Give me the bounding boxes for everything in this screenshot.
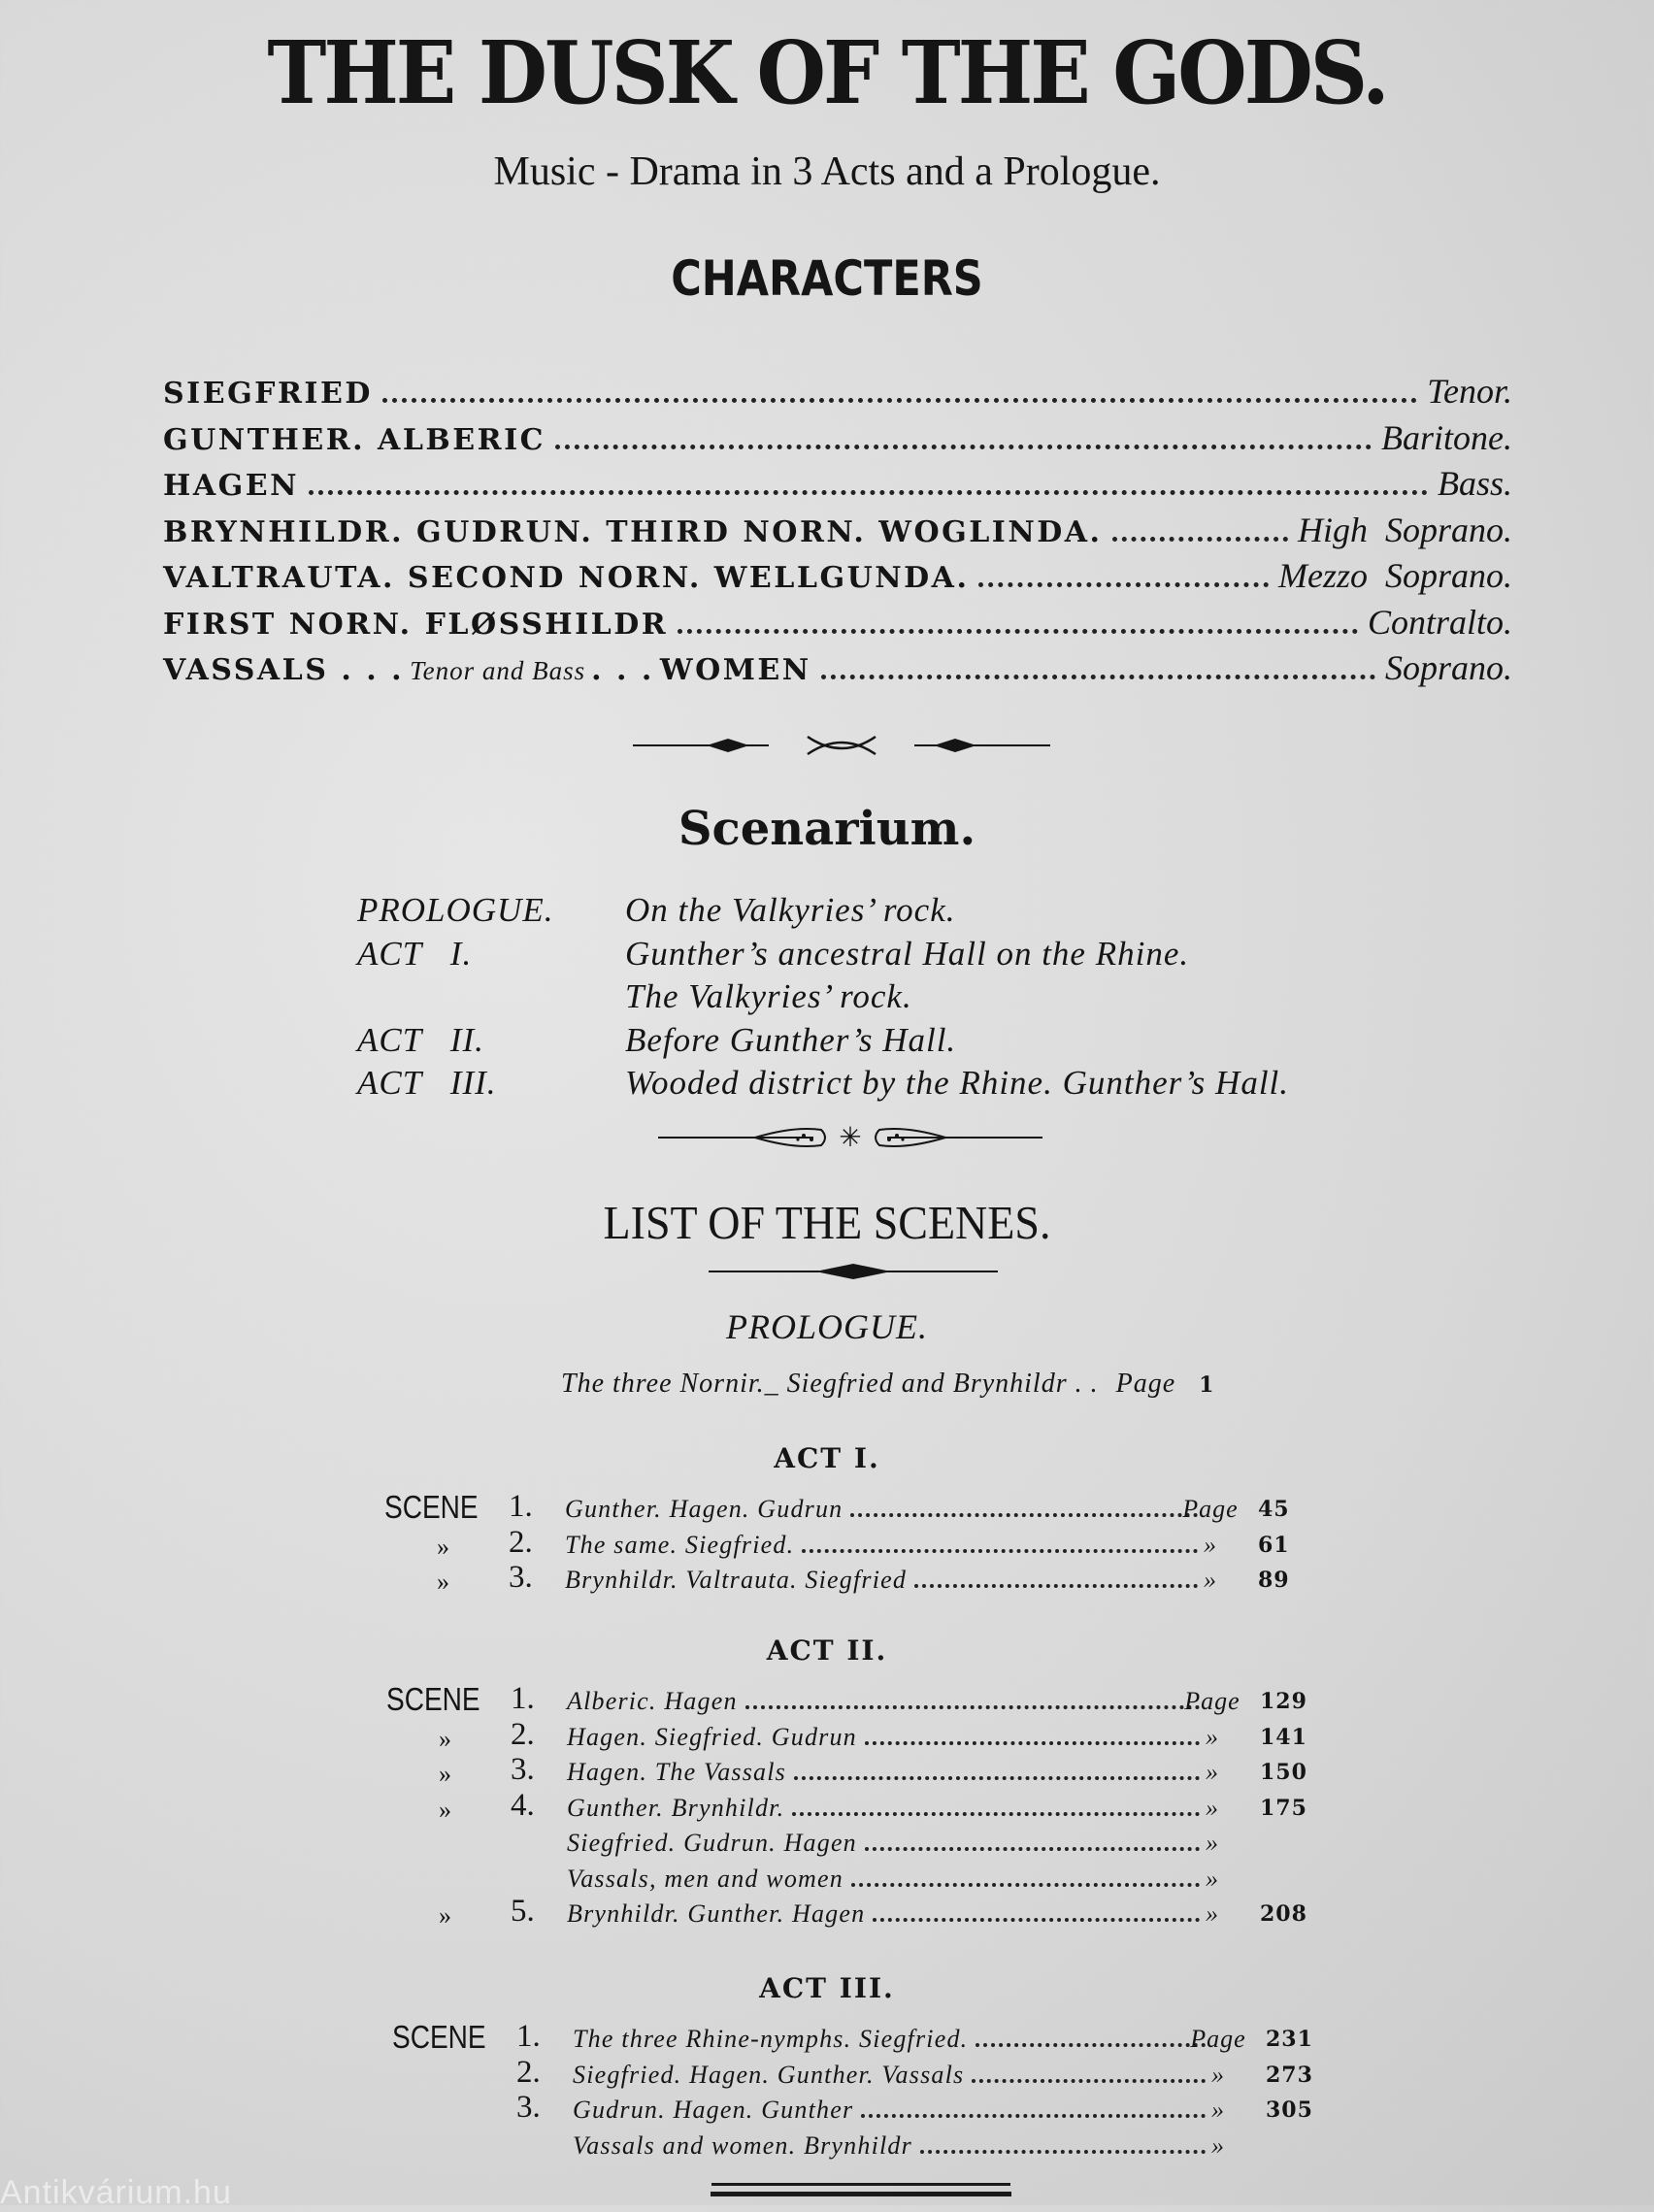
dot-leader: [920, 2149, 1206, 2154]
scene-page-number: 89: [1258, 1568, 1290, 1593]
character-name: VALTRAUTA. SECOND NORN. WELLGUNDA.: [163, 561, 970, 595]
scenarium-row: [357, 977, 1473, 1021]
voice-type: High Soprano.: [1297, 510, 1512, 549]
scene-desc-text: Hagen. The Vassals: [567, 1758, 786, 1786]
scenarium-place: The Valkyries’ rock.: [625, 977, 912, 1015]
prologue-page-label: Page: [1115, 1369, 1176, 1399]
scene-prefix: SCENE: [384, 1489, 479, 1525]
scene-page-label: »: [1206, 1758, 1219, 1786]
scene-desc: [565, 1531, 1206, 1560]
prologue-entry: [561, 1369, 1214, 1400]
dot-leader: [865, 1740, 1200, 1745]
scene-page-number: 231: [1266, 2027, 1313, 2052]
scene-number: 1.: [511, 1681, 535, 1716]
dot-leader: [821, 674, 1375, 679]
characters-list: [163, 371, 1522, 694]
dot-leader: [382, 397, 1417, 403]
scene-desc-text: Gunther. Brynhildr.: [567, 1793, 785, 1822]
dot-leader: [861, 2113, 1206, 2118]
ornament-rule-icon: [709, 1260, 998, 1283]
scene-desc: [567, 1723, 1207, 1752]
scene-desc: [567, 1758, 1207, 1787]
scenarium-row: [357, 1021, 1473, 1065]
scenarium-heading: Scenarium.: [678, 802, 976, 856]
character-row: [163, 602, 1522, 648]
scene-page-label: Page: [1182, 1495, 1239, 1523]
scene-page-number: 45: [1258, 1497, 1290, 1522]
character-note: Tenor and Bass: [410, 656, 586, 685]
page-subtitle: Music - Drama in 3 Acts and a Prologue.: [493, 149, 1161, 194]
scene-desc-text: Gudrun. Hagen. Gunther: [573, 2096, 854, 2124]
scene-page-label: »: [1206, 1793, 1219, 1822]
scene-prefix: »: [439, 1795, 451, 1824]
character-row: [163, 417, 1522, 464]
scenarium-act: [357, 977, 625, 1021]
scene-desc: [573, 2096, 1213, 2125]
voice-type: Baritone.: [1381, 417, 1512, 457]
svg-text:✳: ✳: [839, 1121, 862, 1153]
scene-desc: [567, 1865, 1207, 1894]
scene-number: 4.: [511, 1787, 535, 1823]
scene-page-number: 129: [1260, 1689, 1307, 1714]
scene-prefix: SCENE: [392, 2019, 486, 2055]
scene-desc-text: Brynhildr. Gunther. Hagen: [567, 1899, 866, 1928]
scene-desc: [567, 1829, 1207, 1858]
voice-type: Soprano.: [1384, 648, 1512, 687]
characters-heading: CHARACTERS: [671, 250, 983, 307]
scene-desc-text: Vassals, men and women: [567, 1864, 844, 1893]
scenarium-place: Before Gunther’s Hall.: [625, 1020, 957, 1059]
dot-leader: [1112, 536, 1288, 542]
scenarium-act: ACT I.: [357, 934, 473, 973]
scene-prefix: »: [439, 1760, 451, 1788]
scenarium-place: Wooded district by the Rhine. Gunther’s Hall.: [625, 1064, 1290, 1102]
voice-type: Tenor.: [1427, 372, 1512, 411]
scene-row: [386, 1829, 1357, 1865]
scene-number: 3.: [516, 2090, 541, 2125]
dot-leader: [555, 444, 1372, 449]
scene-page-number: 175: [1260, 1795, 1307, 1821]
scene-prefix: SCENE: [386, 1681, 480, 1717]
scenarium-list: [357, 891, 1473, 1107]
scene-page-number: 273: [1266, 2062, 1313, 2088]
scene-prefix: »: [437, 1532, 449, 1561]
scene-page-label: »: [1206, 1899, 1219, 1928]
act-iii-scenes: [392, 2019, 1363, 2166]
scene-desc: [565, 1495, 1206, 1524]
scenarium-place: Gunther’s ancestral Hall on the Rhine.: [625, 934, 1190, 973]
character-row: [163, 463, 1522, 510]
act-ii-heading: ACT II.: [766, 1634, 888, 1667]
scene-page-number: 141: [1260, 1724, 1307, 1750]
scene-number: 2.: [516, 2054, 541, 2090]
scene-page-number: 150: [1260, 1760, 1307, 1785]
ornament-divider-icon: [658, 1118, 1042, 1157]
scene-page-number: 208: [1260, 1901, 1307, 1927]
scene-number: 3.: [511, 1752, 535, 1787]
scene-desc-text: Gunther. Hagen. Gudrun: [565, 1495, 844, 1523]
dot-leader: [865, 1846, 1200, 1851]
dot-leader: [794, 1775, 1200, 1780]
dot-leader: [873, 1917, 1200, 1922]
scene-page-label: »: [1206, 1829, 1219, 1857]
character-row: [163, 371, 1522, 417]
scene-page-label: »: [1211, 2130, 1225, 2160]
dot-leader: [678, 628, 1358, 634]
scene-desc: [567, 1794, 1207, 1823]
bottom-double-rule: [711, 2192, 1011, 2196]
scene-number: 5.: [511, 1894, 535, 1929]
scene-page-number: 305: [1266, 2097, 1313, 2123]
dot-leader: [972, 2078, 1206, 2083]
scene-desc: [573, 2131, 1213, 2161]
scene-desc-text: Siegfried. Gudrun. Hagen: [567, 1829, 857, 1857]
scene-page-number: 61: [1258, 1532, 1290, 1558]
scene-number: 2.: [511, 1716, 535, 1752]
scene-page-label: »: [1211, 2060, 1225, 2089]
scene-page-label: »: [1204, 1530, 1217, 1559]
scene-row: [384, 1560, 1355, 1601]
scene-page-label: »: [1211, 2096, 1225, 2124]
watermark: Antikvárium.hu: [0, 2174, 232, 2211]
dot-leader: [976, 2042, 1206, 2047]
scene-page-label: »: [1206, 1864, 1219, 1893]
ornament-divider-icon: [633, 723, 1050, 768]
prologue-heading: PROLOGUE.: [726, 1307, 928, 1346]
character-name: GUNTHER. ALBERIC: [163, 422, 546, 457]
dot-leader: [978, 581, 1269, 587]
voice-type: Contralto.: [1367, 602, 1512, 642]
character-row: [163, 555, 1522, 602]
scene-desc: [565, 1566, 1206, 1595]
act-i-heading: ACT I.: [774, 1442, 880, 1474]
scene-page-label: »: [1204, 1566, 1217, 1594]
scenarium-act: ACT II.: [357, 1020, 484, 1059]
dot-leader: [850, 1512, 1198, 1517]
scenarium-act: ACT III.: [357, 1064, 497, 1102]
scenarium-row: [357, 891, 1473, 935]
character-name-vassals: VASSALS: [163, 653, 329, 687]
scene-desc: [567, 1899, 1207, 1929]
scene-desc-text: The three Rhine-nymphs. Siegfried.: [573, 2025, 969, 2053]
scene-page-label: Page: [1190, 2025, 1246, 2053]
dot-leader: [802, 1548, 1198, 1553]
dot-leader: [851, 1882, 1200, 1887]
scene-row: [392, 2090, 1363, 2131]
act-ii-scenes: [386, 1681, 1357, 1935]
scene-desc: [573, 2025, 1213, 2054]
scenarium-place: On the Valkyries’ rock.: [625, 891, 956, 929]
scene-page-label: Page: [1184, 1687, 1240, 1715]
scene-prefix: »: [439, 1901, 451, 1930]
dot-leader: [745, 1704, 1200, 1709]
scene-desc-text: Hagen. Siegfried. Gudrun: [567, 1722, 857, 1751]
scene-prefix: »: [439, 1724, 451, 1753]
scene-desc-text: Alberic. Hagen: [567, 1687, 738, 1715]
dot-leader: [309, 489, 1428, 495]
character-row: [163, 510, 1522, 556]
character-name: HAGEN: [163, 469, 300, 503]
prologue-desc: The three Nornir._ Siegfried and Brynhildr . .: [561, 1369, 1099, 1399]
dot-leader: [914, 1583, 1198, 1588]
scenarium-row: [357, 1064, 1473, 1107]
act-iii-heading: ACT III.: [759, 1972, 895, 2004]
character-name: SIEGFRIED: [163, 377, 373, 411]
scene-desc-text: Siegfried. Hagen. Gunther. Vassals: [573, 2060, 965, 2089]
page-title: THE DUSK OF THE GODS.: [267, 23, 1387, 124]
scene-number: 2.: [509, 1524, 533, 1560]
character-row: [163, 647, 1522, 694]
voice-type: Mezzo Soprano.: [1278, 556, 1512, 595]
voice-type: Bass.: [1437, 464, 1512, 503]
scene-desc: [567, 1687, 1207, 1716]
scene-list-heading: LIST OF THE SCENES.: [603, 1196, 1051, 1249]
act-i-scenes: [384, 1489, 1355, 1601]
scene-prefix: »: [437, 1568, 449, 1596]
scene-row: [386, 1787, 1357, 1830]
scene-desc: [573, 2061, 1213, 2090]
scene-number: 1.: [509, 1489, 533, 1524]
scene-number: 1.: [516, 2019, 541, 2054]
dot-leader: [792, 1811, 1200, 1816]
character-name: FIRST NORN. FLØSSHILDR: [163, 607, 669, 642]
scene-desc-text: Vassals and women. Brynhildr: [573, 2130, 912, 2160]
scene-row: [392, 2131, 1363, 2167]
character-name: BRYNHILDR. GUDRUN. THIRD NORN. WOGLINDA.: [163, 514, 1103, 549]
character-name-women: WOMEN: [659, 653, 811, 687]
prologue-page-number: 1: [1199, 1372, 1215, 1398]
scenarium-act: PROLOGUE.: [357, 891, 554, 929]
scene-page-label: »: [1206, 1722, 1219, 1751]
scene-row: [386, 1894, 1357, 1935]
scenarium-row: [357, 935, 1473, 978]
scene-desc-text: The same. Siegfried.: [565, 1530, 795, 1559]
scene-desc-text: Brynhildr. Valtrauta. Siegfried: [565, 1566, 908, 1594]
scene-number: 3.: [509, 1560, 533, 1595]
character-name: VASSALS . . . Tenor and Bass . . . WOMEN: [163, 653, 811, 687]
